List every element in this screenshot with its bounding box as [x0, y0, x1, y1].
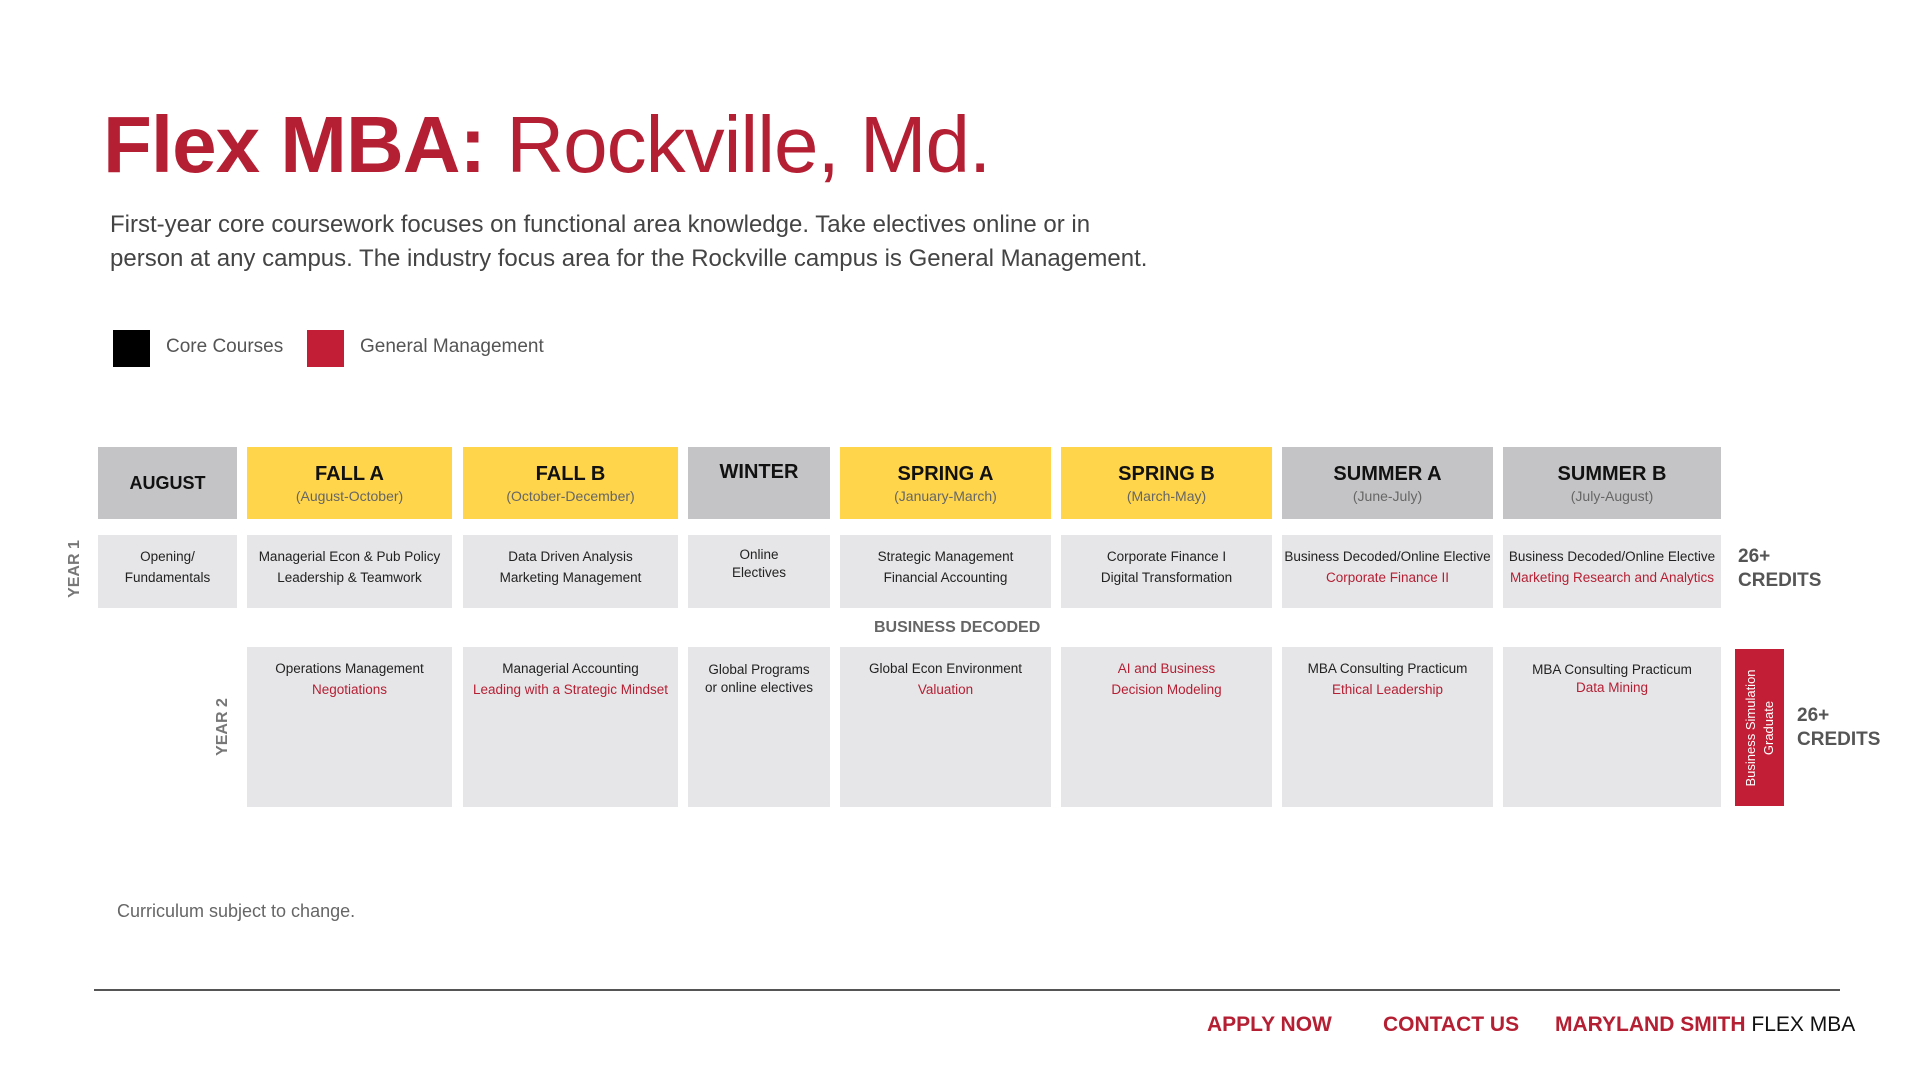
- apply-now-link[interactable]: APPLY NOW: [1207, 1013, 1332, 1036]
- gm-course: Data Mining: [1575, 680, 1649, 695]
- year-1-cell-spring-a: [840, 535, 1051, 608]
- term-range: (August-October): [295, 487, 404, 504]
- term-header-fall-b: [463, 447, 678, 519]
- legend-swatch-core: [113, 330, 150, 367]
- gm-course: Marketing Research and Analytics: [1509, 570, 1715, 585]
- term-name: SPRING B: [1118, 462, 1215, 485]
- term-range: (October-December): [506, 487, 635, 504]
- term-range: (June-July): [1352, 487, 1423, 504]
- core-course: Corporate Finance I: [1106, 549, 1227, 564]
- brand-link[interactable]: [1555, 1013, 1855, 1037]
- core-course: Operations Management: [275, 661, 424, 676]
- year-1-cell-winter: [688, 535, 830, 608]
- year-2-cell-fall-a: [247, 647, 452, 807]
- term-name: SUMMER B: [1557, 462, 1667, 485]
- business-decoded-label: BUSINESS DECODED: [874, 619, 1041, 636]
- gm-course: Ethical Leadership: [1331, 682, 1444, 697]
- year-1-cell-summer-b: [1503, 535, 1721, 608]
- term-name: AUGUST: [129, 472, 206, 493]
- brand-name: MARYLAND SMITH: [1555, 1013, 1746, 1036]
- core-course: Marketing Management: [499, 570, 642, 585]
- legend-label-core: Core Courses: [166, 336, 284, 357]
- year-2-cell-summer-b: [1503, 647, 1721, 807]
- year-1-credits: [1738, 545, 1821, 593]
- term-header-winter: [688, 447, 830, 519]
- capstone-text: [1742, 669, 1778, 786]
- core-course: Managerial Econ & Pub Policy: [258, 549, 441, 564]
- year-2-label: YEAR 2: [214, 698, 231, 756]
- term-name: WINTER: [719, 460, 799, 483]
- term-name: SPRING A: [897, 462, 994, 485]
- term-header-summer-a: [1282, 447, 1493, 519]
- core-course: or online electives: [704, 680, 814, 695]
- year-2-credits: [1797, 704, 1880, 752]
- gm-course: Decision Modeling: [1111, 682, 1222, 697]
- term-header-fall-a: [247, 447, 452, 519]
- credits-amount: 26+: [1797, 705, 1830, 726]
- core-course: Opening/: [140, 549, 195, 564]
- year-1-cell-fall-a: [247, 535, 452, 608]
- year-1-cell-summer-a: [1282, 535, 1493, 608]
- term-range: (January-March): [894, 487, 997, 504]
- term-header-august: [98, 447, 237, 519]
- core-course: Global Programs: [708, 662, 810, 677]
- brand-program: FLEX MBA: [1751, 1013, 1856, 1036]
- credits-label: CREDITS: [1797, 729, 1881, 750]
- year-1-cell-august: [98, 535, 237, 608]
- footer-divider: [94, 989, 1840, 991]
- page-title-location: Rockville, Md.: [506, 100, 991, 189]
- year-2-cell-summer-a: [1282, 647, 1493, 807]
- gm-course: Negotiations: [311, 682, 388, 697]
- term-range: (July-August): [1570, 487, 1654, 504]
- year-2-cell-winter: [688, 647, 830, 807]
- core-course: MBA Consulting Practicum: [1532, 662, 1692, 677]
- term-header-spring-a: [840, 447, 1051, 519]
- gm-course: Corporate Finance II: [1325, 570, 1450, 585]
- core-course: Business Decoded/Online Elective: [1508, 549, 1716, 564]
- year-1-cell-spring-b: [1061, 535, 1272, 608]
- term-header-summer-b: [1503, 447, 1721, 519]
- core-course: Online: [739, 547, 779, 562]
- legend-label-gm: General Management: [360, 336, 544, 357]
- core-course: Global Econ Environment: [868, 661, 1023, 676]
- year-2-cell-fall-b: [463, 647, 678, 807]
- capstone-line: Graduate: [1760, 700, 1776, 755]
- gm-course: AI and Business: [1117, 661, 1216, 676]
- core-course: Financial Accounting: [883, 570, 1008, 585]
- intro-text: First-year core coursework focuses on functional area knowledge. Take electives online or in person at any campus. The industry focus area for the Rockville campus is General Management.: [110, 211, 1148, 272]
- term-header-spring-b: [1061, 447, 1272, 519]
- term-name: SUMMER A: [1333, 462, 1442, 485]
- disclaimer: Curriculum subject to change.: [117, 901, 356, 921]
- year-2-cell-spring-a: [840, 647, 1051, 807]
- core-course: Managerial Accounting: [502, 661, 639, 676]
- year-2-cell-spring-b: [1061, 647, 1272, 807]
- page-title: [103, 100, 990, 190]
- gm-course: Valuation: [917, 682, 974, 697]
- year-1-cell-fall-b: [463, 535, 678, 608]
- core-course: MBA Consulting Practicum: [1307, 661, 1468, 676]
- core-course: Electives: [731, 565, 787, 580]
- credits-amount: 26+: [1738, 546, 1771, 567]
- core-course: Fundamentals: [124, 570, 211, 585]
- core-course: Business Decoded/Online Elective: [1284, 549, 1491, 564]
- contact-us-link[interactable]: CONTACT US: [1383, 1013, 1520, 1036]
- core-course: Data Driven Analysis: [508, 549, 633, 564]
- term-range: (March-May): [1126, 487, 1207, 504]
- capstone-line: Business Simulation: [1742, 668, 1758, 787]
- year-1-label: YEAR 1: [66, 540, 83, 598]
- gm-course: Leading with a Strategic Mindset: [472, 682, 669, 697]
- term-name: FALL B: [535, 462, 606, 485]
- page-title-bold: Flex MBA:: [103, 100, 486, 189]
- core-course: Leadership & Teamwork: [277, 570, 422, 585]
- capstone-business-simulation: [1735, 649, 1784, 806]
- legend-swatch-gm: [307, 330, 344, 367]
- credits-label: CREDITS: [1738, 570, 1822, 591]
- core-course: Strategic Management: [877, 549, 1014, 564]
- core-course: Digital Transformation: [1100, 570, 1233, 585]
- term-name: FALL A: [315, 462, 384, 485]
